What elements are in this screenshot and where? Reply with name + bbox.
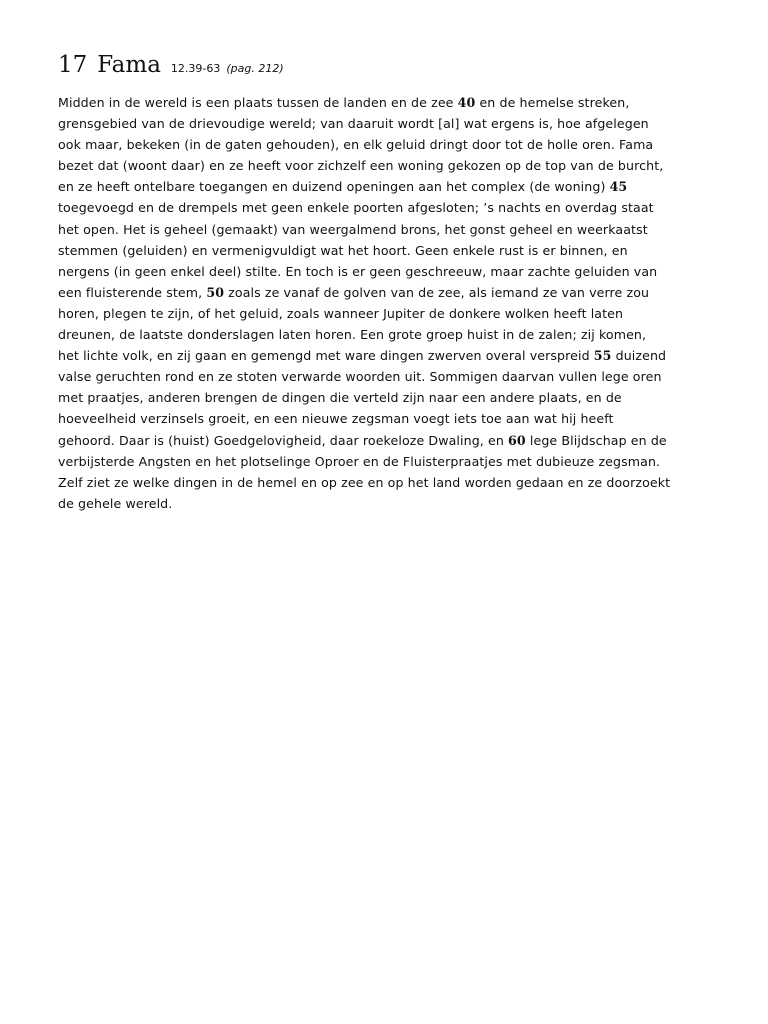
line-number-55: 55 [593, 348, 612, 364]
text-line [58, 219, 718, 240]
verse-reference: 12.39-63 [170, 62, 221, 75]
line-number-60: 60 [508, 432, 526, 448]
text-line [58, 345, 718, 366]
text-line [58, 261, 718, 282]
text-line [58, 451, 718, 472]
translation-paragraph [58, 92, 718, 514]
text-line [58, 472, 718, 493]
text-segment: toegevoegd en de drempels met geen enkele poorten afgesloten; ’s nachts en overdag staat [58, 200, 654, 216]
text-line [58, 324, 718, 345]
text-segment: verbijsterde Angsten en het plotselinge Oproer en de Fluisterpraatjes met dubieuze zegsman. [58, 453, 661, 469]
text-segment: en ze heeft ontelbare toegangen en duizend openingen aan het complex (de woning) [58, 179, 610, 195]
text-segment: valse geruchten rond en ze stoten verwarde woorden uit. Sommigen daarvan vullen lege oren [58, 369, 662, 385]
text-segment: stemmen (geluiden) en vermenigvuldigt wat het hoort. Geen enkele rust is er binnen, en [58, 242, 628, 258]
text-segment: grensgebied van de drievoudige wereld; van daaruit wordt [al] wat ergens is, hoe afgelegen [58, 116, 649, 132]
text-line [58, 493, 718, 514]
text-segment: hoeveelheid verzinsels groeit, en een nieuwe zegsman voegt iets toe aan wat hij heeft [58, 411, 614, 427]
text-segment: ook maar, bekeken (in de gaten gehouden), en elk geluid dringt door tot de holle oren. Fama [58, 137, 654, 153]
text-segment: horen, plegen te zijn, of het geluid, zoals wanneer Jupiter de donkere wolken heeft laten [58, 305, 624, 321]
text-line [58, 387, 718, 408]
text-segment: de gehele wereld. [58, 495, 173, 511]
text-line [58, 197, 718, 218]
section-number: 17 [58, 52, 88, 78]
text-segment: Zelf ziet ze welke dingen in de hemel en op zee en op het land worden gedaan en ze doorzoekt [58, 474, 671, 490]
text-line [58, 240, 718, 261]
text-segment: nergens (in geen enkel deel) stilte. En toch is er geen geschreeuw, maar zachte geluiden van [58, 263, 658, 279]
text-segment: gehoord. Daar is (huist) Goedgelovigheid, daar roekeloze Dwaling, en [58, 432, 509, 448]
text-line [58, 430, 718, 451]
text-segment: met praatjes, anderen brengen de dingen die verteld zijn naar een andere plaats, en de [58, 390, 622, 406]
text-segment: een fluisterende stem, [58, 284, 207, 300]
text-line [58, 113, 718, 134]
page-reference: (pag. 212) [226, 62, 284, 75]
text-line [58, 176, 718, 197]
section-title: Fama [97, 52, 161, 78]
text-line [58, 408, 718, 429]
text-segment: het lichte volk, en zij gaan en gemengd met ware dingen zwerven overal verspreid [58, 348, 594, 364]
text-line [58, 134, 718, 155]
text-line [58, 155, 718, 176]
text-segment: het open. Het is geheel (gemaakt) van weergalmend brons, het gonst geheel en weerkaatst [58, 221, 648, 237]
text-segment: en de hemelse streken, [475, 95, 630, 110]
line-number-40: 40 [457, 95, 476, 110]
text-segment: lege Blijdschap en de [525, 432, 667, 448]
text-line [58, 92, 718, 113]
text-segment: bezet dat (woont daar) en ze heeft voor zichzelf een woning gekozen op de top van de burcht, [58, 158, 664, 174]
section-heading [58, 52, 718, 78]
text-segment: zoals ze vanaf de golven van de zee, als iemand ze van verre zou [224, 284, 650, 300]
text-line [58, 303, 718, 324]
line-number-50: 50 [206, 284, 225, 300]
text-segment: dreunen, de laatste donderslagen laten horen. Een grote groep huist in de zalen; zij komen, [58, 327, 647, 343]
text-line [58, 282, 718, 303]
text-line [58, 366, 718, 387]
document-page [58, 52, 718, 514]
line-number-45: 45 [609, 179, 628, 195]
text-segment: duizend [611, 348, 667, 364]
text-segment: Midden in de wereld is een plaats tussen de landen en de zee [58, 95, 458, 110]
